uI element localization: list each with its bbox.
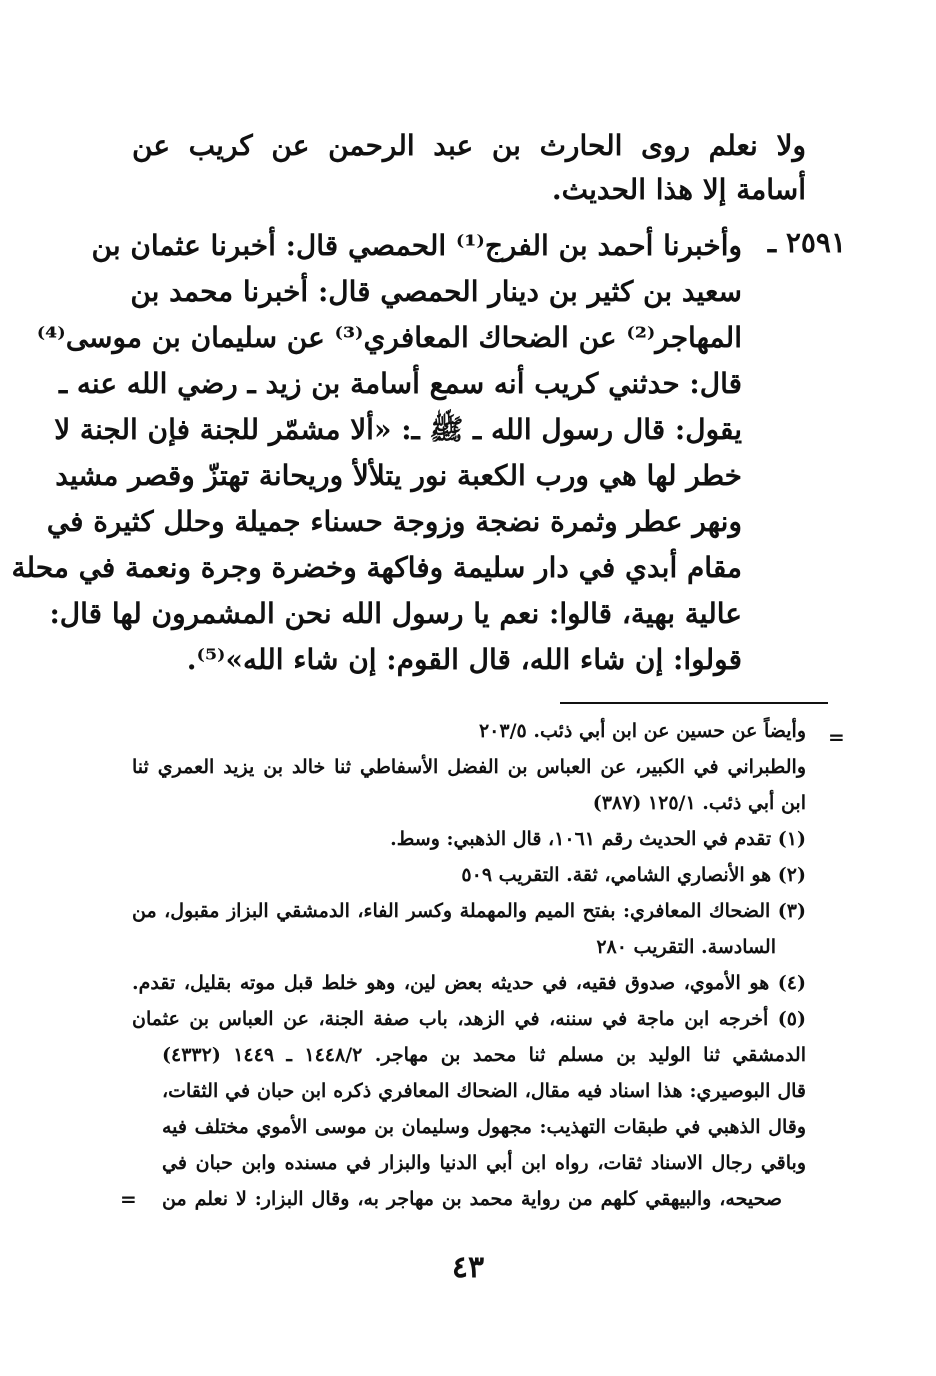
footnote-line: صحيحه، والبيهقي كلهم من رواية محمد بن مهاجر به، وقال البزار: لا نعلم من <box>162 1188 782 1210</box>
footnote-4: (٤) هو الأموي، صدوق فقيه، في حديثه بعض لين، وهو خلط قبل موته بقليل، تقدم. <box>132 972 806 994</box>
hadith-line: قال: حدثني كريب أنه سمع أسامة بن زيد ـ رضي الله عنه ـ <box>58 367 742 400</box>
footnote-1: (١) تقدم في الحديث رقم ١٠٦١، قال الذهبي: وسط. <box>390 828 806 850</box>
hadith-line: المهاجر⁽²⁾ عن الضحاك المعافري⁽³⁾ عن سليمان بن موسى⁽⁴⁾ <box>36 321 742 354</box>
hadith-line: خطر لها هي ورب الكعبة نور يتلألأ وريحانة تهتزّ وقصر مشيد <box>55 459 742 492</box>
footnote-2: (٢) هو الأنصاري الشامي، ثقة. التقريب ٥٠٩ <box>461 864 806 886</box>
page-number: ٤٣ <box>451 1250 485 1285</box>
intro-line: أسامة إلا هذا الحديث. <box>551 173 806 206</box>
hadith-line: ونهر عطر وثمرة نضجة وزوجة حسناء جميلة وحلل كثيرة في <box>46 505 742 538</box>
hadith-line: عالية بهية، قالوا: نعم يا رسول الله نحن المشمرون لها قال: <box>49 597 742 630</box>
continuation-marker: = <box>828 725 845 749</box>
hadith-line: مقام أبدي في دار سليمة وفاكهة وخضرة وجرة ونعمة في محلة <box>11 551 742 584</box>
hadith-line: قولوا: إن شاء الله، قال القوم: إن شاء الله»⁽⁵⁾. <box>186 643 742 676</box>
hadith-line: وأخبرنا أحمد بن الفرج⁽¹⁾ الحمصي قال: أخبرنا عثمان بن <box>91 229 742 262</box>
intro-line: ولا نعلم روى الحارث بن عبد الرحمن عن كريب عن <box>132 129 806 162</box>
footnote-3: (٣) الضحاك المعافري: بفتح الميم والمهملة وكسر الفاء، الدمشقي البزاز مقبول، من <box>132 900 806 922</box>
footnote-line: السادسة. التقريب ٢٨٠ <box>596 936 776 958</box>
footnote-line: ابن أبي ذئب. ١٢٥/١ (٣٨٧) <box>592 792 806 814</box>
footnote-separator <box>560 702 828 704</box>
footnote-line: وقال الذهبي في طبقات التهذيب: مجهول وسليمان بن موسى الأموي مختلف فيه <box>162 1116 806 1138</box>
footnote-line: والطبراني في الكبير، عن العباس بن الفضل الأسفاطي ثنا خالد بن يزيد العمري ثنا <box>132 756 806 778</box>
hadith-line: سعيد بن كثير بن دينار الحمصي قال: أخبرنا محمد بن <box>130 275 742 308</box>
footnote-line: الدمشقي ثنا الوليد بن مسلم ثنا محمد بن مهاجر. ١٤٤٨/٢ ـ ١٤٤٩ (٤٣٣٢) <box>162 1044 807 1066</box>
hadith-number: ٢٥٩١ ـ <box>767 226 846 259</box>
footnote-5: (٥) أخرجه ابن ماجة في سننه، في الزهد، باب صفة الجنة، عن العباس بن عثمان <box>132 1008 806 1030</box>
footnote-line: وباقي رجال الاسناد ثقات، رواه ابن أبي الدنيا والبزار في مسنده وابن حبان في <box>162 1152 806 1174</box>
footnote-line: وأيضاً عن حسين عن ابن أبي ذئب. ٢٠٣/٥ <box>478 720 806 742</box>
end-continuation-marker: = <box>120 1187 137 1211</box>
hadith-line: يقول: قال رسول الله ـ ﷺ ـ: «ألا مشمّر للجنة فإن الجنة لا <box>54 413 742 446</box>
footnote-line: قال البوصيري: هذا اسناد فيه مقال، الضحاك المعافري ذكره ابن حبان في الثقات، <box>162 1080 806 1102</box>
